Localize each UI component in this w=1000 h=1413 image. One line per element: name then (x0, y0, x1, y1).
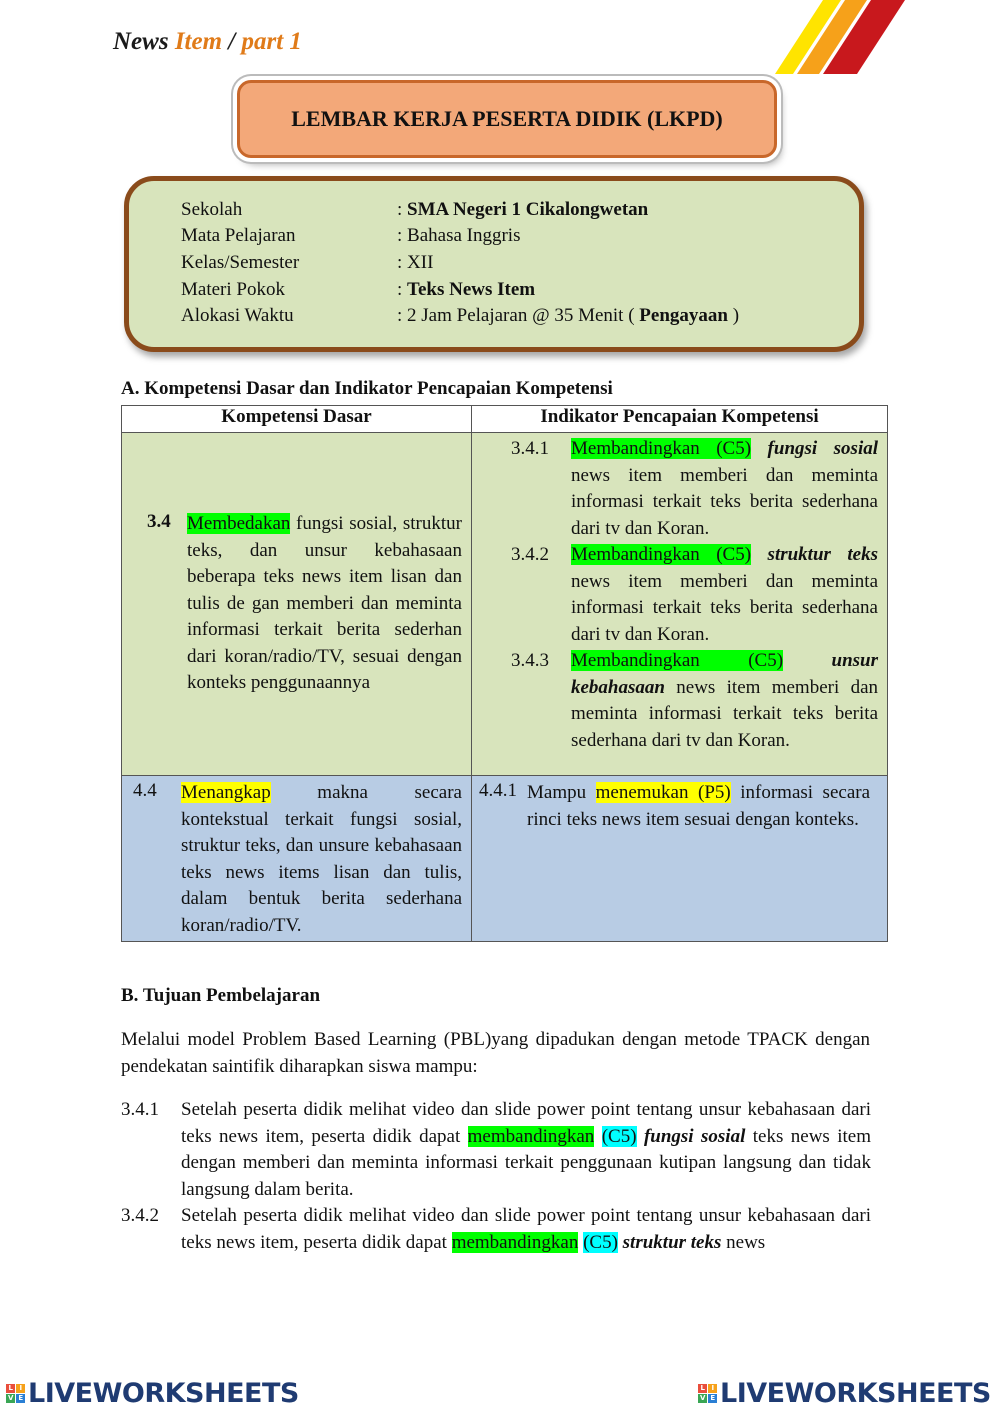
col-kompetensi-dasar: Kompetensi Dasar (122, 406, 472, 433)
kd-3-4-text: Membedakan fungsi sosial, struktur teks, dan unsur kebahasaan beberapa teks news item lisan dan tulis de gan memberi dan meminta informasi terkait berita sederhan dari koran/radio/TV, sesuai dengan konteks penggunaannya (187, 513, 462, 694)
info-row-alokasi: Alokasi Waktu : 2 Jam Pelajaran @ 35 Menit ( Pengayaan ) (181, 305, 740, 326)
kd-4-4-cell: 4.4 Menangkap makna secara kontekstual terkait fungsi sosial, struktur teks, dan unsure kebahasaan teks news items lisan dan tulis, dalam bentuk berita sederhana koran/radio/TV. (122, 776, 472, 942)
indikator-3-4-cell (472, 433, 888, 776)
indikator-4-4-cell: 4.4.1 Mampu menemukan (P5) informasi secara rinci teks news item sesuai dengan konteks. (472, 776, 888, 942)
indikator-item: 3.4.2 Membandingkan (C5) struktur teks news item memberi dan meminta informasi terkait teks berita sederhana dari tv dan Koran. (511, 544, 879, 645)
indikator-item: 3.4.3 Membandingkan (C5) unsur kebahasaan news item memberi dan meminta informasi terkait teks berita sederhana dari tv dan Koran. (511, 650, 879, 751)
page-title: LEMBAR KERJA PESERTA DIDIK (LKPD) (237, 80, 777, 158)
info-box (124, 176, 864, 352)
section-b-title: B. Tujuan Pembelajaran (121, 985, 321, 1006)
info-row-sekolah: Sekolah : SMA Negeri 1 Cikalongwetan (181, 199, 649, 220)
competency-table (121, 405, 888, 942)
info-row-kelas: Kelas/Semester : XII (181, 252, 434, 273)
decorative-stripes (775, 0, 905, 74)
section-a-title: A. Kompetensi Dasar dan Indikator Pencapaian Kompetensi (121, 378, 613, 399)
liveworksheets-logo-right: L I V E LIVEWORKSHEETS (698, 1378, 991, 1409)
objective-list (121, 1097, 871, 1256)
kd-4-4-text: Menangkap makna secara kontekstual terkait fungsi sosial, struktur teks, dan unsure kebahasaan teks news items lisan dan tulis, dalam bentuk berita sederhana koran/radio/TV. (181, 782, 462, 936)
col-indikator: Indikator Pencapaian Kompetensi (472, 406, 888, 433)
header-part: part 1 (241, 28, 302, 55)
indikator-item: 3.4.1 Membandingkan (C5) fungsi sosial news item memberi dan meminta informasi terkait teks berita sederhana dari tv dan Koran. (511, 438, 879, 539)
info-row-materi: Materi Pokok : Teks News Item (181, 279, 536, 300)
logo-icon: L I V E (6, 1384, 25, 1403)
info-row-mapel: Mata Pelajaran : Bahasa Inggris (181, 225, 521, 246)
header-news: News (113, 28, 175, 55)
logo-icon: L I V E (698, 1384, 717, 1403)
header-item: Item (174, 28, 223, 55)
liveworksheets-logo-left: L I V E LIVEWORKSHEETS (6, 1378, 299, 1409)
kd-3-4-cell: 3.4 Membedakan fungsi sosial, struktur teks, dan unsur kebahasaan beberapa teks news item lisan dan tulis de gan memberi dan meminta informasi terkait berita sederhan dari koran/radio/TV, sesuai dengan konteks penggunaannya (122, 433, 472, 776)
page-header (113, 28, 302, 56)
header-slash: / (222, 28, 242, 55)
section-b-intro: Melalui model Problem Based Learning (PBL)yang dipadukan dengan metode TPACK dengan pendekatan saintifik diharapkan siswa mampu: (121, 1029, 870, 1077)
list-item: 3.4.2 Setelah peserta didik melihat video dan slide power point tentang unsur kebahasaan dari teks news item, peserta didik dapat membandingkan (C5) struktur teks news (121, 1205, 871, 1253)
list-item: 3.4.1 Setelah peserta didik melihat video dan slide power point tentang unsur kebahasaan dari teks news item, peserta didik dapat membandingkan (C5) fungsi sosial teks news item dengan memberi dan meminta informasi terkait penggunaan kutipan langsung dan tidak langsung dalam berita. (121, 1099, 871, 1200)
